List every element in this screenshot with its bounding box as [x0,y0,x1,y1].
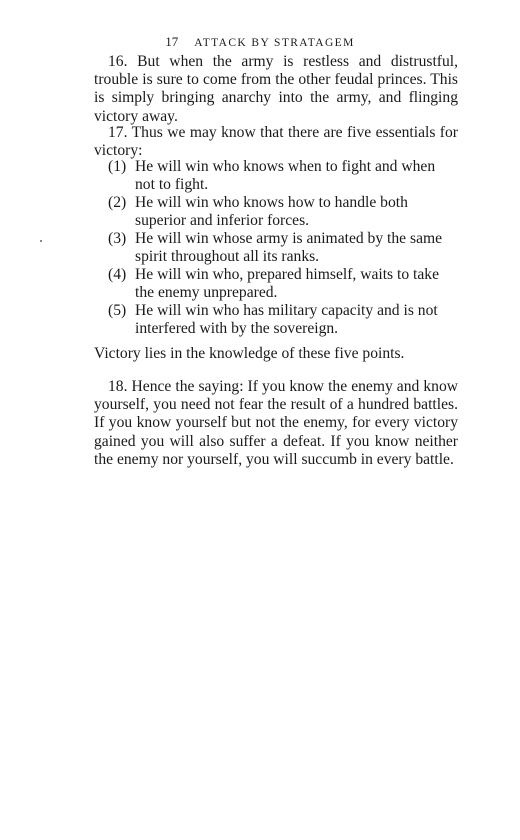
running-head [0,34,520,50]
essential-text: He will win who knows when to fight and when not to fight. [135,158,436,193]
essential-item-5 [108,302,448,338]
essentials-list [108,158,448,338]
essential-item-3 [108,230,448,266]
essential-text: He will win who has military capacity and is not interfered with by the sovereign. [135,302,438,337]
essential-number: (4) [108,266,127,283]
essential-item-2 [108,194,448,230]
stray-mark [40,240,42,242]
essential-number: (1) [108,158,127,175]
paragraph-18: 18. Hence the saying: If you know the enemy and know yourself, you need not fear the result of a hundred battles. If you know yourself but not the enemy, for every victory gained you will also suffer a defeat. If you know neither the enemy nor yourself, you will succumb in every battle. [94,378,458,468]
essential-text: He will win who, prepared himself, waits to take the enemy unprepared. [135,266,440,301]
paragraph-17-intro: 17. Thus we may know that there are five essentials for victory: [94,124,458,160]
essential-item-1 [108,158,448,194]
essential-text: He will win who knows how to handle both superior and inferior forces. [135,194,408,229]
summary-line: Victory lies in the knowledge of these five points. [94,345,405,362]
essential-number: (2) [108,194,127,211]
essential-number: (5) [108,302,127,319]
page-number: 17 [165,34,179,49]
essential-item-4 [108,266,448,302]
essential-text: He will win whose army is animated by the same spirit throughout all its ranks. [135,230,443,265]
paragraph-16: 16. But when the army is restless and distrustful, trouble is sure to come from the other feudal princes. This is simply bringing anarchy into the army, and flinging victory away. [94,53,458,125]
chapter-title: ATTACK BY STRATAGEM [194,37,355,49]
essential-number: (3) [108,230,127,247]
